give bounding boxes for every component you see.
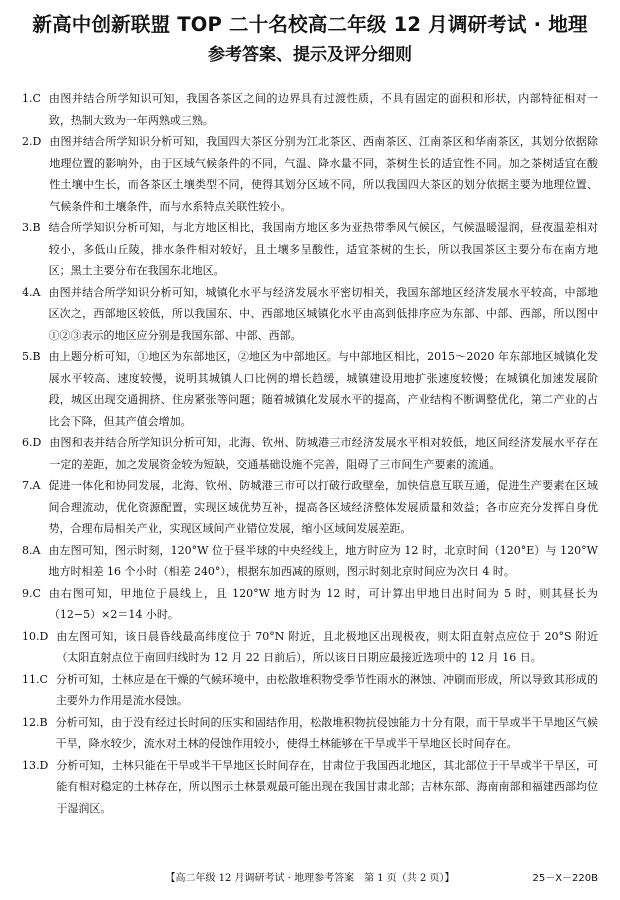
question-number: 4.: [22, 285, 33, 299]
answer-item-2: [18, 131, 598, 217]
answer-choice: D: [39, 758, 49, 772]
answer-label: [18, 432, 41, 475]
exam-title: 新高中创新联盟 TOP 二十名校高二年级 12 月调研考试 · 地理: [32, 13, 588, 36]
question-number: 7.: [22, 479, 33, 492]
question-number: 1.: [22, 92, 33, 105]
explanation-text: 由上题分析可知，①地区为东部地区，②地区为中部地区。与中部地区相比，2015～2020 年东部地区城镇化发展水平较高、速度较慢，说明其城镇人口比例的增长趋缓，城镇建设用地扩张速度较慢；在城镇化加速发展阶段，城区出现交通拥挤、住房紧张等问题；随着城镇化发展水平的提高，产业结构不断调整优化，第二产业的占比会下降，但其产值会增加。: [48, 350, 598, 428]
answer-choice: B: [32, 350, 41, 363]
question-number: 8.: [22, 543, 33, 557]
question-number: 9.: [22, 586, 33, 600]
question-number: 5.: [22, 350, 33, 363]
explanation-text: 促进一体化和协同发展，北海、钦州、防城港三市可以打破行政壁垒，加快信息互联互通，促进生产要素在区域间合理流动，优化资源配置，实现区域优势互补，提高各区域经济整体发展质量和效益；各市应充分发挥自身优势，合理布局相关产业，实现区域间产业错位发展，缩小区域间发展差距。: [48, 479, 598, 535]
answer-choice: D: [39, 629, 49, 643]
answer-label: [18, 217, 41, 282]
answer-label: [18, 475, 40, 540]
footer-page-info: 【高二年级 12 月调研考试 · 地理参考答案 第 1 页（共 2 页）】: [165, 873, 455, 884]
question-number: 10.: [22, 629, 40, 643]
footer-exam-code: 25－X－220B: [532, 873, 598, 884]
explanation-text: 由图和表并结合所学知识分析可知，北海、钦州、防城港三市经济发展水平相对较低，地区间经济发展水平存在一定的差距，加之发展资金较为短缺，交通基础设施不完善，阻碍了三市间生产要素的流通。: [49, 436, 598, 471]
answer-choice: A: [32, 285, 41, 299]
answer-label: [18, 712, 48, 755]
answer-item-8: [18, 540, 598, 583]
answer-label: [18, 583, 41, 626]
answer-item-5: [18, 346, 598, 432]
answer-key-subtitle: 参考答案、提示及评分细则: [208, 45, 412, 65]
explanation-text: 由右图可知，甲地位于晨线上，且 120°W 地方时为 12 时，可计算出甲地日出时间为 5 时，则其昼长为（12−5）×2＝14 小时。: [48, 586, 598, 621]
answer-label: [18, 669, 48, 712]
question-number: 6.: [22, 436, 33, 449]
answer-label: [18, 131, 41, 217]
answer-label: [18, 626, 48, 669]
answer-list: [18, 88, 598, 819]
answer-item-3: [18, 217, 598, 282]
answer-item-6: [18, 432, 598, 475]
answer-label: [18, 540, 40, 583]
answer-choice: A: [32, 479, 41, 492]
answer-item-4: [18, 282, 598, 347]
page-header: [0, 12, 620, 68]
answer-item-12: [18, 712, 598, 755]
answer-item-13: [18, 755, 598, 820]
question-number: 12.: [22, 715, 40, 729]
question-number: 2.: [22, 135, 33, 148]
answer-choice: D: [32, 135, 42, 148]
explanation-text: 由左图可知，该日晨昏线最高纬度位于 70°N 附近，且北极地区出现极夜，则太阳直射点应位于 20°S 附近（太阳直射点位于南回归线时为 12 月 22 日前后），所以该日日期应最接近选项中的 12 月 16 日。: [56, 629, 598, 664]
answer-label: [18, 755, 48, 820]
answer-label: [18, 88, 41, 131]
answer-label: [18, 346, 41, 432]
answer-item-11: [18, 669, 598, 712]
answer-choice: C: [39, 672, 48, 686]
answer-choice: C: [32, 586, 41, 600]
explanation-text: 由图并结合所学知识分析可知，城镇化水平与经济发展水平密切相关，我国东部地区经济发展水平较高，中部地区次之，西部地区较低，所以我国东、中、西部地区城镇化水平由高到低排序应为东部、中部、西部，所以图中①②③表示的地区应分别是我国东部、中部、西部。: [48, 285, 598, 342]
answer-item-7: [18, 475, 598, 540]
answer-choice: B: [39, 715, 48, 729]
answer-item-10: [18, 626, 598, 669]
answer-choice: A: [32, 543, 41, 557]
question-number: 11.: [22, 672, 40, 686]
answer-label: [18, 282, 40, 347]
explanation-text: 分析可知，由于没有经过长时间的压实和固结作用，松散堆积物抗侵蚀能力十分有限，而干旱或半干旱地区气候干旱，降水较少，流水对土林的侵蚀作用较小，使得土林能够在干旱或半干旱地区长时间存在。: [55, 715, 598, 750]
question-number: 13.: [22, 758, 40, 772]
explanation-text: 由图并结合所学知识可知，我国各茶区之间的边界具有过渡性质，不具有固定的面积和形状，内部特征相对一致，热制大致为一年两熟或三熟。: [48, 92, 598, 127]
explanation-text: 分析可知，土林应是在干燥的气候环境中，由松散堆积物受季节性雨水的淋蚀、冲刷而形成，所以导致其形成的主要外力作用是流水侵蚀。: [55, 672, 598, 707]
answer-choice: D: [32, 436, 42, 449]
explanation-text: 由左图可知，图示时刻，120°W 位于昼半球的中央经线上，地方时应为 12 时，北京时间（120°E）与 120°W 地方时相差 16 个小时（相差 240°），根据东加西减的原则，图示时刻北京时间应为次日 4 时。: [48, 543, 598, 578]
answer-choice: B: [32, 221, 41, 234]
answer-choice: C: [32, 92, 41, 105]
answer-item-9: [18, 583, 598, 626]
question-number: 3.: [22, 221, 33, 234]
answer-item-1: [18, 88, 598, 131]
explanation-text: 结合所学知识分析可知，与北方地区相比，我国南方地区多为亚热带季风气候区，气候温暖湿润，昼夜温差相对较小，多低山丘陵，排水条件相对较好，且土壤多呈酸性，适宜茶树的生长，所以我国茶区主要分布在南方地区；黑土主要分布在我国东北地区。: [48, 221, 598, 277]
explanation-text: 由图并结合所学知识分析可知，我国四大茶区分别为江北茶区、西南茶区、江南茶区和华南茶区，其划分依据除地理位置的影响外，由于区域气候条件的不同，气温、降水量不同，茶树生长的适宜性不同。加之茶树适宜在酸性土壤中生长，而各茶区土壤类型不同，使得其划分区域不同，所以我国四大茶区的划分依据主要为地理位置、气候条件和土壤条件，而与水系特点关联性较小。: [49, 135, 598, 213]
explanation-text: 分析可知，土林只能在干旱或半干旱地区长时间存在，甘肃位于我国西北地区，其北部位于干旱或半干旱区，可能有相对稳定的土林存在，所以图示土林景观最可能出现在我国甘肃北部；吉林东部、海南南部和福建西部均位于湿润区。: [56, 758, 598, 815]
